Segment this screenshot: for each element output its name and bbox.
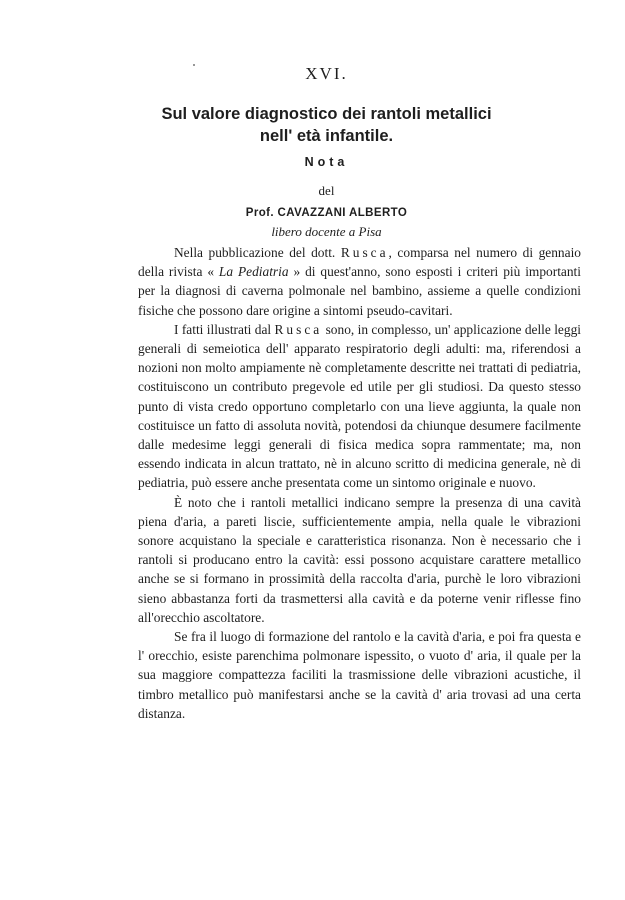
paragraph-2-after: sono, in complesso, un' applicazione delle leggi generali di semeiotica dell' apparato respiratorio degli adulti: ma, riferendosi a nozioni non molto ampiamente nè completamente descritte nei trattati di pediatria, costituiscono un contributo pregevole ed utile per gli studiosi. Da questo stesso punto di vista credo opportuno completarlo con una lieve aggiunta, la quale non costituisce un fatto di assoluta novità, potendosi da chiunque desumere facilmente dalle medesime leggi generali di fisica medica sopra rammentate; ma, non essendo indicata in alcun trattato, nè in alcuno scritto di medicina generale, nè di pediatria, può essere anche presentata come un sintomo originale e nuovo.	[138, 321, 581, 491]
title-line-1: Sul valore diagnostico dei rantoli metallici	[161, 105, 492, 123]
paragraph-4: Se fra il luogo di formazione del rantolo e la cavità d'aria, e poi fra questa e l' orecchio, esiste parenchima polmonare ispessito, o vuoto d' aria, il quale per la sua maggiore compattezza faciliti la trasmissione delle vibrazioni acustiche, il timbro metallico può manifestarsi anche se la cavità d' aria trovasi ad una certa distanza.	[138, 629, 581, 721]
chapter-number: XVI.	[305, 64, 348, 83]
paragraph-1-after: » di quest'anno, sono esposti i criteri più importanti per la diagnosi di caverna polmonale nel bambino, assieme a quelle condizioni fisiche che possono dare origine a sintomi pseudo-cavitari.	[138, 264, 581, 318]
del-label: del	[318, 183, 335, 198]
paragraph-1-before: Nella pubblicazione del dott.	[174, 245, 341, 260]
nota-label: Nota	[304, 155, 349, 169]
title-line-2: nell' età infantile.	[259, 127, 394, 145]
paragraph-1-middle: , comparsa nel numero di gennaio della rivista «	[138, 245, 581, 280]
article-title	[14, 103, 625, 147]
journal-title: La Pediatria	[218, 264, 289, 280]
author-reference: Rusca	[340, 245, 389, 260]
paragraph-2-before: I fatti illustrati dal	[174, 321, 275, 337]
paragraph-3: È noto che i rantoli metallici indicano sempre la presenza di una cavità piena d'aria, a pareti liscie, sufficientemente ampia, nella quale le vibrazioni sonore acquistano la speciale e caratteristica risonanza. Non è necessario che i rantoli si producano entro la cavità: essi possono acquistare carattere metallico anche se si formano in prossimità della raccolta d'aria, purchè le loro vibrazioni sieno abbastanza forti da trasmettersi alla cavità e da poterne venir riflesse fino all'orecchio ascoltatore.	[138, 494, 581, 625]
author-name: Prof. CAVAZZANI ALBERTO	[245, 207, 408, 219]
author-affiliation: libero docente a Pisa	[271, 224, 382, 239]
paragraph-1	[138, 243, 581, 320]
paragraph-2	[138, 320, 581, 493]
article-body	[138, 243, 581, 723]
author-reference: Rusca	[274, 321, 323, 337]
